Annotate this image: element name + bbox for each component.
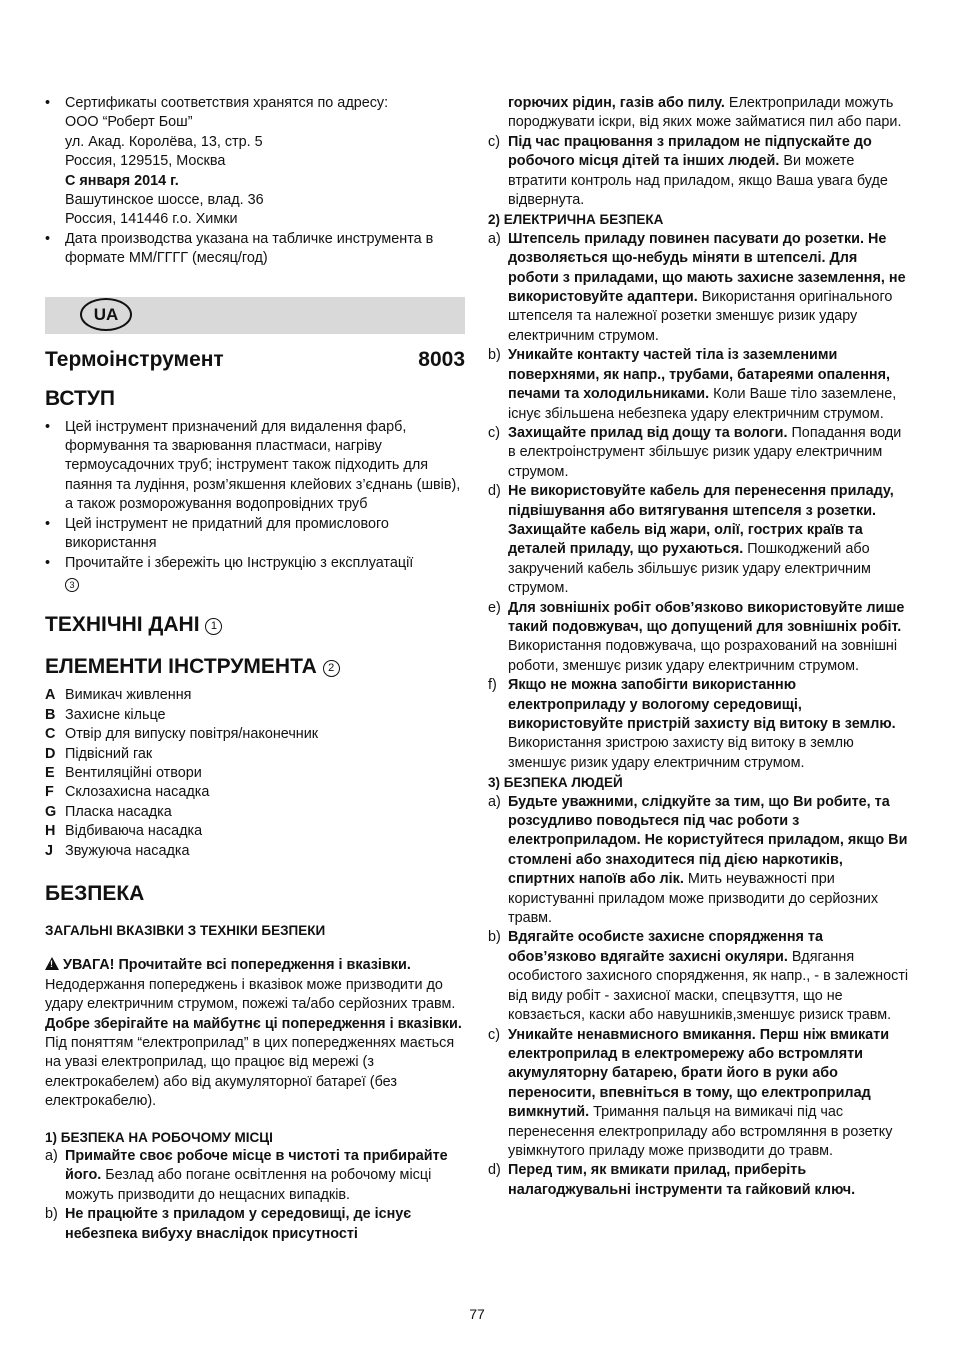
list-item: C Отвір для випуску повітря/наконечник [45, 726, 319, 743]
product-model: 8003 [418, 347, 465, 371]
list-item: b) Вдягайте особисте захисне спорядження та обов’язково вдягайте захисні окуляри. Вдягання особистого захисного спорядження, як напр., - в залежності від виду робіт - захисної маски, спецвзуття, що не ковзається, каски або навушників,зменшує ризиск травм. [488, 929, 909, 1024]
list-item: F Склозахисна насадка [45, 784, 210, 801]
list-item: a) Примайте своє робоче місце в чистоті та прибирайте його. Безлад або погане освітлення на робочому місці можуть призводити до нещасних випадків. [45, 1148, 448, 1203]
left-column [45, 94, 465, 1244]
list-item: c) Захищайте прилад від дощу та вологи. Попадання води в електроінструмент збільшує ризик удару електричним струмом. [488, 424, 902, 480]
list-item: c) Під час працювання з приладом не підпускайте до робочого місця дітей та інших людей. Ви можете втратити контроль над приладом, якщо Ваша увага буде відвернута. [488, 133, 888, 209]
warning-icon [45, 957, 59, 970]
section-heading: ЕЛЕМЕНТИ ІНСТРУМЕНТА 2 [45, 654, 465, 680]
page-number: 77 [469, 1306, 485, 1322]
figure-ref: 2 [323, 660, 340, 677]
section-heading: ТЕХНІЧНІ ДАНІ 1 [45, 612, 465, 638]
subsection-heading: 3) БЕЗПЕКА ЛЮДЕЙ [488, 775, 623, 791]
list-item: E Вентиляційні отвори [45, 764, 202, 781]
subsection-heading: 2) ЕЛЕКТРИЧНА БЕЗПЕКА [488, 212, 664, 228]
list-item: b) Не працюйте з приладом у середовищі, де існує небезпека вибуху внаслідок присутності [45, 1206, 412, 1242]
section-heading: БЕЗПЕКА [45, 881, 145, 905]
figure-ref: 1 [205, 618, 222, 635]
figure-ref: 3 [65, 578, 79, 592]
list-item-continuation: горючих рідин, газів або пилу. Електроприлади можуть породжувати іскри, від яких може займатися пил або пари. [508, 95, 902, 131]
list-item: G Пласка насадка [45, 803, 172, 820]
list-item: f) Якщо не можна запобігти використанню електроприладу у вологому середовищі, використовуйте пристрій захисту від витоку в землю. Використання зристрою захисту від витоку в землю зменшує ризик удару електричним струмом. [488, 677, 896, 771]
language-bar [45, 297, 465, 334]
list-item: • Дата производства указана на табличке инструмента в формате ММ/ГГГГ (месяц/год) [45, 230, 434, 267]
list-item: a) Штепсель приладу повинен пасувати до розетки. Не дозволяється що-небудь міняти в штепселі. Для роботи з приладами, що мають захисне заземлення, не використовуйте адаптери. Використання оригінального штепселя та належної розетки зменшує ризик удару електричним струмом. [488, 230, 906, 344]
section-heading: ВСТУП [45, 386, 115, 410]
right-column [488, 94, 910, 1200]
list-item: c) Уникайте ненавмисного вмикання. Перш ніж вмикати електроприлад в електромережу або встромляти акумуляторну батарею, брати його в руки або переносити, впевніться в тому, що електроприлад вимкнутий. Тримання пальця на вимикачі під час перенесення електроприладу або встромляння в розетку увімкнутого приладу може призводити до травм. [488, 1026, 893, 1159]
list-item: B Захисне кільце [45, 706, 166, 723]
list-item: b) Уникайте контакту частей тіла із заземленими поверхнями, як напр., трубами, батареями опалення, печами та холодильниками. Коли Ваше тіло заземлене, існує збільшена небезпека удару електричним струмом. [488, 347, 897, 422]
list-item: J Звужуюча насадка [45, 842, 190, 859]
list-item: d) Перед тим, як вмикати прилад, приберіть налагоджувальні інструменти та гайковий ключ. [488, 1162, 856, 1198]
components-list [45, 686, 465, 861]
list-item: a) Будьте уважними, слідкуйте за тим, що Ви робите, та розсудливо поводьтеся під час роботи з електроприладом. Не користуйтеся приладом, якщо Ви стомлені або знаходитеся під дією наркотиків, спиртних напоїв або лік. Мить неуважності при користуванні приладом може призводити до серйозних травм. [488, 793, 908, 927]
page-title [45, 347, 465, 373]
subsection-heading: ЗАГАЛЬНІ ВКАЗІВКИ З ТЕХНІКИ БЕЗПЕКИ [45, 922, 326, 938]
list-item: • Цей інструмент призначений для видалення фарб, формування та зварювання пластмаси, нагріву термоусадочних труб; інструмент також підходить для паяння та лудіння, розм’якшення клейових з’єднань (швів), а також розморожування водопровідних труб [45, 418, 461, 513]
list-item: • Сертификаты соответствия хранятся по адресу: ООО “Роберт Бош” ул. Акад. Королёва, 13, стр. 5 Россия, 129515, Москва С января 2014 г. Вашутинское шоссе, влад. 36 Россия, 141446 г.о. Химки [45, 95, 389, 228]
list-item: d) Не використовуйте кабель для перенесення приладу, підвішування або витягування штепселя з розетки. Захищайте кабель від жари, олії, гострих країв та деталей приладу, що рухаються. Пошкоджений або закручений кабель збільшує ризик удару електричним струмом. [488, 483, 894, 597]
list-item: A Вимикач живлення [45, 687, 192, 704]
list-item: • Цей інструмент не придатний для промислового використання [45, 515, 389, 552]
warning-paragraph: !УВАГА! Прочитайте всі попередження і вказівки. Недодержання попереджень і вказівок може призводити до удару електричним струмом, пожежі та/або серйозних травм. Добре зберігайте на майбутнє ці попередження і вказівки. Під поняттям “електроприлад” в цих попередженнях мається на увазі електроприлад, що працює від мережі (з електрокабелем) або від акумуляторної батареї (без електрокабелю). [45, 956, 465, 1111]
language-badge: UA [80, 298, 132, 331]
list-item: D Підвісний гак [45, 745, 153, 762]
list-item: • Прочитайте і збережіть цю Інструкцію з експлуатації 3 [45, 554, 414, 590]
product-name: Термоінструмент [45, 347, 224, 371]
list-item: H Відбиваюча насадка [45, 823, 203, 840]
subsection-heading: 1) БЕЗПЕКА НА РОБОЧОМУ МІСЦІ [45, 1129, 273, 1145]
list-item: e) Для зовнішніх робіт обов’язково використовуйте лише такий подовжувач, що допущений для зовнішніх робіт. Використання подовжувача, що розрахований на зовнішні роботи, зменшує ризик удару електричним струмом. [488, 599, 905, 674]
